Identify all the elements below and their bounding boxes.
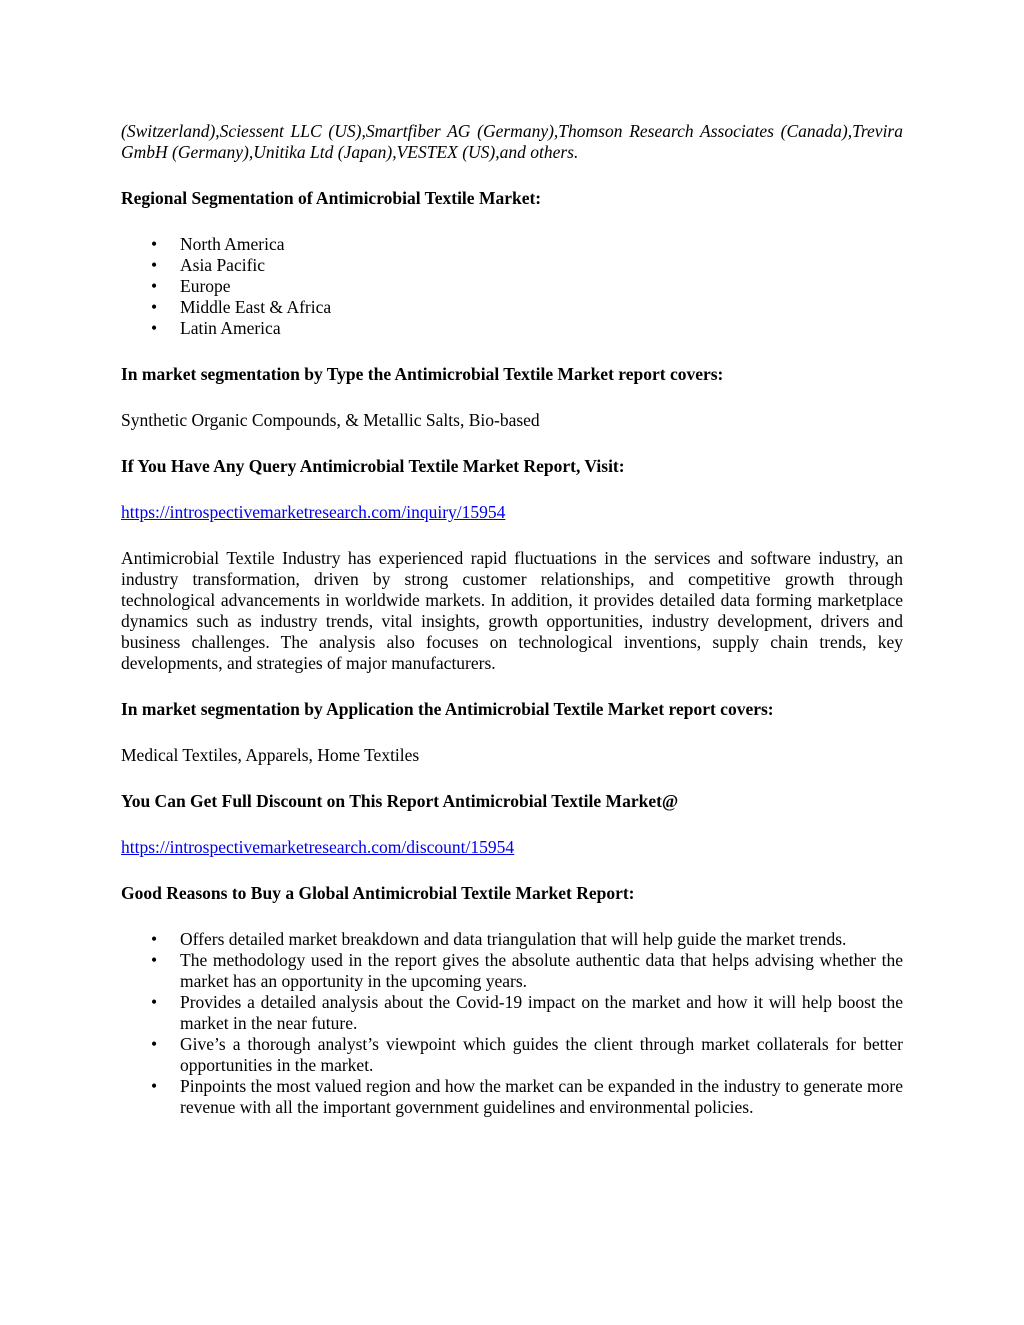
discount-heading: You Can Get Full Discount on This Report Antimicrobial Textile Market@ bbox=[121, 791, 679, 811]
inquiry-heading: If You Have Any Query Antimicrobial Textile Market Report, Visit: bbox=[121, 456, 625, 476]
list-item: • Middle East & Africa bbox=[180, 297, 903, 318]
industry-paragraph: Antimicrobial Textile Industry has experienced rapid fluctuations in the services and software industry, an industry transformation, driven by strong customer relationships, and competitive growth through technological advancements in worldwide markets. In addition, it provides detailed data forming marketplace dynamics such as industry trends, vital insights, growth opportunities, industry development, drivers and business challenges. The analysis also focuses on technological inventions, supply chain trends, key developments, and strategies of major manufacturers. bbox=[121, 548, 903, 673]
document-page bbox=[121, 121, 903, 1118]
type-segment-text: Synthetic Organic Compounds, & Metallic Salts, Bio-based bbox=[121, 410, 540, 430]
inquiry-link[interactable]: https://introspectivemarketresearch.com/inquiry/15954 bbox=[121, 502, 506, 522]
list-item: • North America bbox=[180, 234, 903, 255]
regional-heading: Regional Segmentation of Antimicrobial Textile Market: bbox=[121, 188, 542, 208]
discount-link[interactable]: https://introspectivemarketresearch.com/discount/15954 bbox=[121, 837, 515, 857]
application-segment-heading: In market segmentation by Application the Antimicrobial Textile Market report covers: bbox=[121, 699, 774, 719]
application-segment-text: Medical Textiles, Apparels, Home Textiles bbox=[121, 745, 420, 765]
list-item: • Give’s a thorough analyst’s viewpoint which guides the client through market collaterals for better opportunities in the market. bbox=[180, 1034, 903, 1076]
list-item: • Pinpoints the most valued region and how the market can be expanded in the industry to generate more revenue with all the important government guidelines and environmental policies. bbox=[180, 1076, 903, 1118]
list-item: • Provides a detailed analysis about the Covid-19 impact on the market and how it will help boost the market in the near future. bbox=[180, 992, 903, 1034]
list-item: • Europe bbox=[180, 276, 903, 297]
list-item: • Latin America bbox=[180, 318, 903, 339]
list-item: • Offers detailed market breakdown and data triangulation that will help guide the market trends. bbox=[180, 929, 903, 950]
reasons-heading: Good Reasons to Buy a Global Antimicrobial Textile Market Report: bbox=[121, 883, 635, 903]
reasons-list bbox=[121, 929, 903, 1118]
list-item: • Asia Pacific bbox=[180, 255, 903, 276]
intro-companies-text: (Switzerland),Sciessent LLC (US),Smartfiber AG (Germany),Thomson Research Associates (Canada),Trevira GmbH (Germany),Unitika Ltd (Japan),VESTEX (US),and others. bbox=[121, 121, 903, 162]
type-segment-heading: In market segmentation by Type the Antimicrobial Textile Market report covers: bbox=[121, 364, 724, 384]
regional-list bbox=[121, 234, 903, 339]
list-item: • The methodology used in the report gives the absolute authentic data that helps advising whether the market has an opportunity in the upcoming years. bbox=[180, 950, 903, 992]
